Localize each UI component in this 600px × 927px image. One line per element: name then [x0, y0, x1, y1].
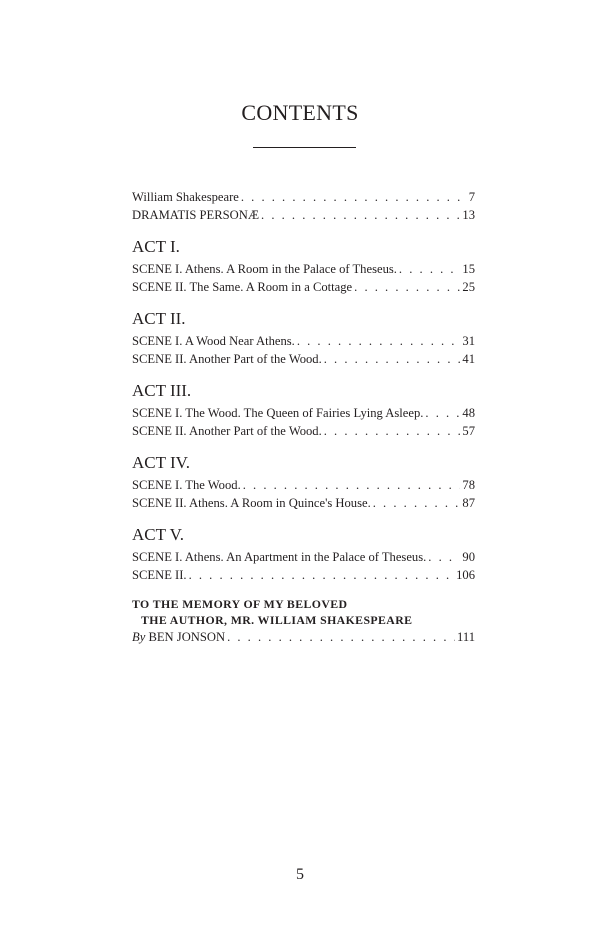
toc-entry-william-shakespeare[interactable]	[132, 188, 475, 206]
toc-entry-text: SCENE I. A Wood Near Athens.	[132, 334, 295, 348]
toc-entry-page: 48	[462, 406, 475, 420]
dot-leader	[354, 278, 460, 296]
toc-entry-act5-scene1[interactable]	[132, 548, 475, 566]
by-prefix: By	[132, 630, 146, 644]
toc-entry-text: SCENE I. Athens. An Apartment in the Palace of Theseus.	[132, 550, 427, 564]
memorial-heading	[132, 596, 475, 628]
toc-entry-page: 15	[462, 262, 475, 276]
toc-entry-page: 57	[462, 424, 475, 438]
toc-entry-page: 87	[462, 496, 475, 510]
toc-entry-text: SCENE II. Another Part of the Wood.	[132, 352, 322, 366]
toc-entry-text: SCENE II. Athens. A Room in Quince's House.	[132, 496, 371, 510]
toc-entry-page: 13	[462, 208, 475, 222]
toc-entry-page: 78	[462, 478, 475, 492]
dot-leader	[324, 350, 461, 368]
toc-entry-page: 41	[462, 352, 475, 366]
toc-entry-page: 25	[462, 280, 475, 294]
toc-entry-act2-scene2[interactable]	[132, 350, 475, 368]
dot-leader	[297, 332, 461, 350]
toc-entry-text: SCENE II. Another Part of the Wood.	[132, 424, 322, 438]
toc-entry-page: 31	[462, 334, 475, 348]
toc-entry-act1-scene1[interactable]	[132, 260, 475, 278]
toc-entry-text: SCENE I. The Wood.	[132, 478, 241, 492]
memorial-heading-line1: TO THE MEMORY OF MY BELOVED	[132, 597, 348, 611]
toc-entry-text: DRAMATIS PERSONÆ	[132, 208, 260, 222]
act-heading-5: ACT V.	[132, 525, 184, 544]
memorial-byline	[132, 628, 225, 646]
toc-entry-act1-scene2[interactable]	[132, 278, 475, 296]
toc-entry-act4-scene1[interactable]	[132, 476, 475, 494]
toc-entry-text: SCENE I. The Wood. The Queen of Fairies Lying Asleep.	[132, 406, 424, 420]
act-heading-2: ACT II.	[132, 309, 186, 328]
toc-entry-memorial[interactable]	[132, 628, 475, 646]
dot-leader	[241, 188, 467, 206]
dot-leader	[189, 566, 455, 584]
act-heading-4: ACT IV.	[132, 453, 190, 472]
dot-leader	[399, 260, 460, 278]
page-title: CONTENTS	[241, 100, 359, 125]
page-number: 5	[296, 866, 304, 883]
toc-entry-dramatis-personae[interactable]	[132, 206, 475, 224]
act-heading-1: ACT I.	[132, 237, 180, 256]
toc-entry-page: 7	[468, 190, 475, 204]
dot-leader	[243, 476, 461, 494]
title-underline	[253, 147, 356, 148]
dot-leader	[425, 404, 460, 422]
dot-leader	[261, 206, 460, 224]
table-of-contents	[132, 188, 475, 646]
dot-leader	[227, 628, 455, 646]
toc-entry-text: SCENE I. Athens. A Room in the Palace of Theseus.	[132, 262, 397, 276]
toc-entry-act5-scene2[interactable]	[132, 566, 475, 584]
memorial-author: BEN JONSON	[148, 630, 226, 644]
toc-entry-text: SCENE II.	[132, 568, 187, 582]
memorial-heading-line2: THE AUTHOR, MR. WILLIAM SHAKESPEARE	[141, 613, 413, 627]
toc-entry-page: 106	[456, 568, 475, 582]
toc-entry-text: William Shakespeare	[132, 190, 239, 204]
dot-leader	[373, 494, 461, 512]
toc-entry-act2-scene1[interactable]	[132, 332, 475, 350]
dot-leader	[428, 548, 460, 566]
toc-entry-page: 111	[457, 630, 475, 644]
toc-entry-act3-scene1[interactable]	[132, 404, 475, 422]
toc-entry-text: SCENE II. The Same. A Room in a Cottage	[132, 280, 353, 294]
toc-entry-page: 90	[462, 550, 475, 564]
toc-entry-act4-scene2[interactable]	[132, 494, 475, 512]
dot-leader	[324, 422, 461, 440]
act-heading-3: ACT III.	[132, 381, 192, 400]
toc-entry-act3-scene2[interactable]	[132, 422, 475, 440]
